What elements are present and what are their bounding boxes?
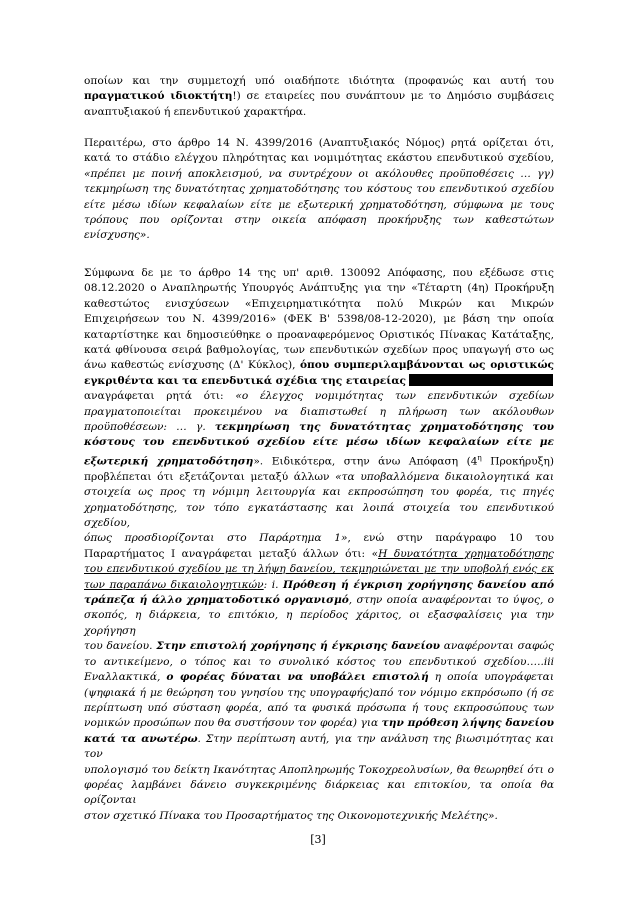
paragraph-intro [84, 74, 554, 120]
italic-span: Εναλλακτικά, [84, 671, 167, 684]
quote-line: κόστους του επενδυτικού σχεδίου είτε μέσω ιδίων κεφαλαίων είτε με [84, 436, 554, 449]
italic-span: νομικών προσώπων που θα συστήσουν τον φορέα) για [84, 717, 382, 730]
italic-span: αναφέρονται σαφώς [440, 640, 554, 653]
text-span: Παραρτήματος Ι αναγράφεται μεταξύ άλλων ότι: « [84, 547, 379, 560]
italic-span: όπως προσδιορίζονται στο Παράρτημα 1» [84, 532, 348, 545]
redaction-bar [409, 374, 553, 386]
italic-span: «ο έλεγχος νομιμότητας των επενδυτικών σχεδίων [235, 390, 554, 403]
text-span: ». Ειδικότερα, στην άνω Απόφαση (4 [253, 455, 478, 468]
quote-line: στοιχεία ως προς τη νόμιμη λειτουργία και εκπροσώπηση του φορέα, τις πηγές [84, 486, 554, 499]
text-line [84, 578, 554, 593]
text-span: !) σε εταιρείες που συνάπτουν με το Δημόσιο συμβάσεις [232, 90, 555, 103]
italic-span: : i. [263, 578, 283, 591]
bold-italic-span: Πρόθεση ή έγκριση χορήγησης δανείου από [283, 578, 555, 591]
text-line [84, 374, 554, 389]
text-span: αναγράφεται ρητά ότι: [84, 390, 236, 403]
text-line [84, 716, 554, 731]
italic-span: του δανείου. [84, 640, 157, 653]
text-line [84, 89, 554, 104]
text-line [84, 451, 554, 470]
text-span: Προκήρυξη) [481, 455, 554, 468]
text-line: Επιχειρήσεων του Ν. 4399/2016» (ΦΕΚ Β' 5398/08-12-2020), με βάση την οποία [84, 313, 554, 326]
text-line: Περαιτέρω, στο άρθρο 14 Ν. 4399/2016 (Αναπτυξιακός Νόμος) ρητά ορίζεται ότι, [84, 137, 554, 149]
underlined-italic-span: Η δυνατότητα χρηματοδότησης [378, 547, 554, 560]
quote-line: το αντικείμενο, ο τόπος και το συνολικό κόστος του επενδυτικού σχεδίου…..iii [84, 655, 554, 668]
text-line [84, 639, 554, 654]
paragraph-article-14 [84, 136, 554, 244]
quote-line: (ψηφιακά ή με θεώρηση του γνησίου της υπογραφής)από τον νόμιμο εκπρόσωπο (ή σε [84, 686, 554, 699]
text-line: αναπτυξιακού ή επενδυτικού χαρακτήρα. [84, 105, 307, 118]
text-line: καθεστώτος ενισχύσεων «Επιχειρηματικότητα πολύ Μικρών και Μικρών [84, 297, 554, 310]
quote-line: ενίσχυσης». [84, 229, 150, 242]
page-number: [3] [310, 833, 326, 846]
text-span: προβλέπεται ότι εξετάζονται μεταξύ άλλων [84, 470, 336, 483]
superscript: η [477, 453, 482, 462]
text-span: άνω καθεστώς ενίσχυσης (Δ' Κύκλος), [84, 359, 300, 372]
bold-italic-span: τράπεζα ή άλλο χρηματοδοτικό οργανισμό [84, 594, 349, 607]
quote-line: χρηματοδότησης, τον τόπο εγκατάστασης και λοιπά στοιχεία του επενδυτικού σχεδίου, [84, 501, 554, 530]
quote-line: φορέας λαμβάνει δάνειο συγκεκριμένης διάρκειας και επιτοκίου, τα οποία θα ορίζονται [84, 778, 554, 807]
quote-line: στον σχετικό Πίνακα του Προσαρτήματος της Οικονομοτεχνικής Μελέτης». [84, 809, 498, 822]
text-span: , ενώ στην παράγραφο 10 του [347, 532, 554, 545]
bold-italic-span: εξωτερική χρηματοδότηση [84, 455, 254, 468]
paragraph-decision-130092 [84, 266, 554, 824]
beneficial-owner-term: πραγματικού ιδιοκτήτη [84, 90, 233, 103]
text-line [84, 470, 554, 485]
quote-line: «πρέπει με ποινή αποκλεισμού, να συντρέχουν οι ακόλουθες προϋποθέσεις … γγ) [84, 167, 554, 180]
bold-italic-span: ο φορέας δύναται να υποβάλει επιστολή [166, 671, 429, 684]
text-line [84, 547, 554, 562]
quote-line: τεκμηρίωση της δυνατότητας χρηματοδότησης του κόστους του επενδυτικού σχεδίου [84, 183, 554, 196]
quote-line: υπολογισμό του δείκτη Ικανότητας Αποπληρωμής Τοκοχρεολυσίων, θα θεωρηθεί ότι ο [84, 763, 554, 776]
text-line [84, 358, 554, 373]
text-line: κατά φθίνουσα σειρά βαθμολογίας, των επενδυτικών σχεδίων προς υπαγωγή στο ως [84, 344, 554, 357]
text-line: 08.12.2020 ο Αναπληρωτής Υπουργός Ανάπτυξης για την «Τέταρτη (4η) Προκήρυξη [84, 282, 554, 295]
underlined-italic-span: των παραπάνω δικαιολογητικών [84, 578, 264, 591]
quote-line: είτε μέσω ιδίων κεφαλαίων είτε με εξωτερική χρηματοδότηση, σύμφωνα με τους [84, 198, 554, 211]
bold-italic-span: τεκμηρίωση της δυνατότητας χρηματοδότησης του [214, 421, 555, 434]
quote-line: του επενδυτικού σχεδίου με τη λήψη δανείου, τεκμηριώνεται με την υποβολή ενός εκ [84, 563, 554, 576]
italic-span: , στην οποία αναφέρονται το ύψος, ο [348, 594, 554, 607]
text-line: Σύμφωνα δε με το άρθρο 14 της υπ' αριθ. 130092 Απόφασης, που εξέδωσε στις [84, 267, 554, 279]
bold-span: εγκριθέντα και τα επενδυτικά σχέδια της εταιρείας [84, 374, 406, 387]
text-line [84, 670, 554, 685]
italic-span: . Στην περίπτωση αυτή, για την ανάλυση της βιωσιμότητας και τον [84, 732, 554, 761]
quote-line: τρόπους που ορίζονται στην οικεία απόφαση προκήρυξης των καθεστώτων [84, 214, 554, 227]
bold-italic-span: την πρόθεση λήψης δανείου [381, 717, 554, 730]
text-line [84, 420, 554, 435]
quote-line: περίπτωση υπό σύσταση φορέα, από τα φυσικά πρόσωπα ή τους εκπροσώπους των [84, 701, 554, 714]
text-line: κατά το στάδιο ελέγχου πληρότητας και νομιμότητας εκάστου επενδυτικού σχεδίου, [84, 152, 554, 165]
quote-line: σκοπός, η διάρκεια, το επιτόκιο, η περίοδος χάριτος, οι εξασφαλίσεις για την χορήγηση [84, 609, 554, 637]
bold-italic-span: Στην επιστολή χορήγησης ή έγκρισης δανείου [156, 640, 440, 653]
quote-line: πραγματοποιείται προκειμένου να διαπιστωθεί η πλήρωση των ακόλουθων [84, 405, 554, 418]
text-line [84, 531, 554, 546]
text-line [84, 593, 554, 608]
text-line: οποίων και την συμμετοχή υπό οιαδήποτε ιδιότητα (προφανώς και αυτή του [84, 75, 554, 87]
text-line [84, 389, 554, 404]
text-line: καταρτίστηκε και δημοσιεύθηκε ο προαναφερόμενος Οριστικός Πίνακας Κατάταξης, [84, 328, 554, 341]
italic-span: προϋποθέσεων: … γ. [84, 421, 215, 434]
bold-italic-span: κατά τα ανωτέρω [84, 732, 198, 745]
italic-span: η οποία υπογράφεται [428, 671, 554, 684]
italic-span: «τα υποβαλλόμενα δικαιολογητικά και [335, 470, 555, 483]
bold-span: όπου συμπεριλαμβάνονται ως οριστικώς [299, 359, 555, 372]
text-line [84, 732, 554, 763]
